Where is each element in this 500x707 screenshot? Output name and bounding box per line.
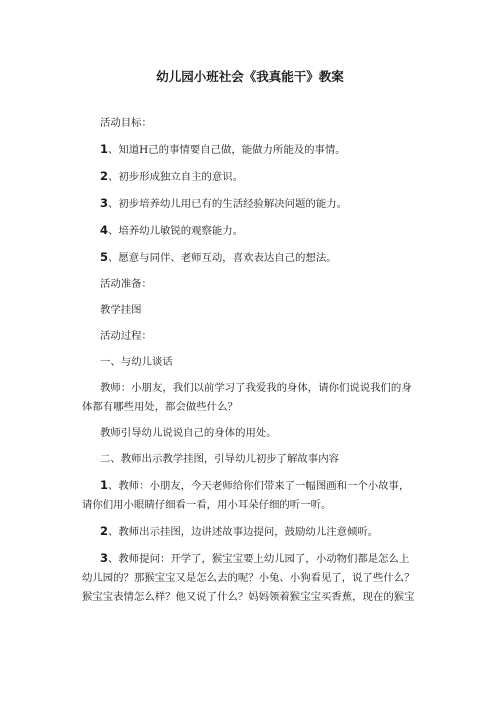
paragraph-line xyxy=(91,478,421,494)
line-text: 活动准备： xyxy=(100,278,152,290)
paragraph-line xyxy=(91,169,421,185)
line-text: 幼儿园的？那猴宝宝又是怎么去的呢？小兔、小狗看见了，说了些什么？ xyxy=(82,572,415,584)
line-text: 猴宝宝表情怎么样？他又说了什么？妈妈领着猴宝宝买香蕉，现在的猴宝 xyxy=(82,591,415,603)
paragraph-line xyxy=(91,355,421,370)
line-text: 教师：小朋友，我们以前学习了我爱我的身体，请你们说说我们的身 xyxy=(100,382,412,394)
list-number: 1 xyxy=(100,142,109,156)
paragraph-continuation-line xyxy=(82,571,421,586)
line-text: 活动过程： xyxy=(100,330,152,342)
paragraph-continuation-line xyxy=(82,590,421,605)
paragraph-line xyxy=(91,524,421,540)
list-number: 2 xyxy=(100,169,109,183)
paragraph-continuation-line xyxy=(82,498,421,513)
paragraph-line xyxy=(91,196,421,212)
document-title: 幼儿园小班社会《我真能干》教案 xyxy=(156,69,344,84)
line-text: 一、与幼儿谈话 xyxy=(100,356,173,368)
paragraph-line xyxy=(91,381,421,396)
line-text: 、教师提问：开学了，猴宝宝要上幼儿园了，小动物们都是怎么上 xyxy=(108,553,410,565)
line-text: 、初步形成独立自主的意识。 xyxy=(108,171,244,183)
paragraph-line xyxy=(91,223,421,239)
paragraph-line xyxy=(91,452,421,467)
line-text: 活动目标： xyxy=(100,117,152,129)
list-number: 4 xyxy=(100,223,109,237)
paragraph-line xyxy=(91,116,421,131)
line-text: 教学挂图 xyxy=(100,304,142,316)
paragraph-line xyxy=(91,551,421,567)
line-text: 、教师出示挂图，边讲述故事边提问，鼓励幼儿注意倾听。 xyxy=(108,526,379,538)
list-number: 3 xyxy=(100,551,109,565)
line-text: 请你们用小眼睛仔细看一看，用小耳朵仔细的听一听。 xyxy=(82,499,332,511)
paragraph-line xyxy=(91,426,421,441)
line-text: 、愿意与同伴、老师互动，喜欢表达自己的想法。 xyxy=(108,252,337,264)
paragraph-line xyxy=(91,142,421,158)
list-number: 3 xyxy=(100,196,109,210)
paragraph-continuation-line xyxy=(82,400,421,415)
list-number: 2 xyxy=(100,524,109,538)
line-text: 、初步培养幼儿用已有的生活经验解决问题的能力。 xyxy=(108,198,347,210)
line-text: 体都有哪些用处，都会做些什么？ xyxy=(82,401,238,413)
paragraph-line xyxy=(91,303,421,318)
line-text: 、知道H己的事情要自己做，能做力所能及的事情。 xyxy=(108,144,346,156)
line-text: 、教师：小朋友，今天老师给你们带来了一幅图画和一个小故事， xyxy=(108,480,410,492)
paragraph-line xyxy=(91,329,421,344)
paragraph-line xyxy=(91,277,421,292)
document-body xyxy=(82,116,421,605)
paragraph-line xyxy=(91,250,421,266)
list-number: 5 xyxy=(100,250,109,264)
line-text: 教师引导幼儿说说自己的身体的用处。 xyxy=(100,427,277,439)
line-text: 、培养幼儿敏锐的观察能力。 xyxy=(108,225,244,237)
list-number: 1 xyxy=(100,478,109,492)
line-text: 二、教师出示教学挂图，引导幼儿初步了解故事内容 xyxy=(100,453,339,465)
